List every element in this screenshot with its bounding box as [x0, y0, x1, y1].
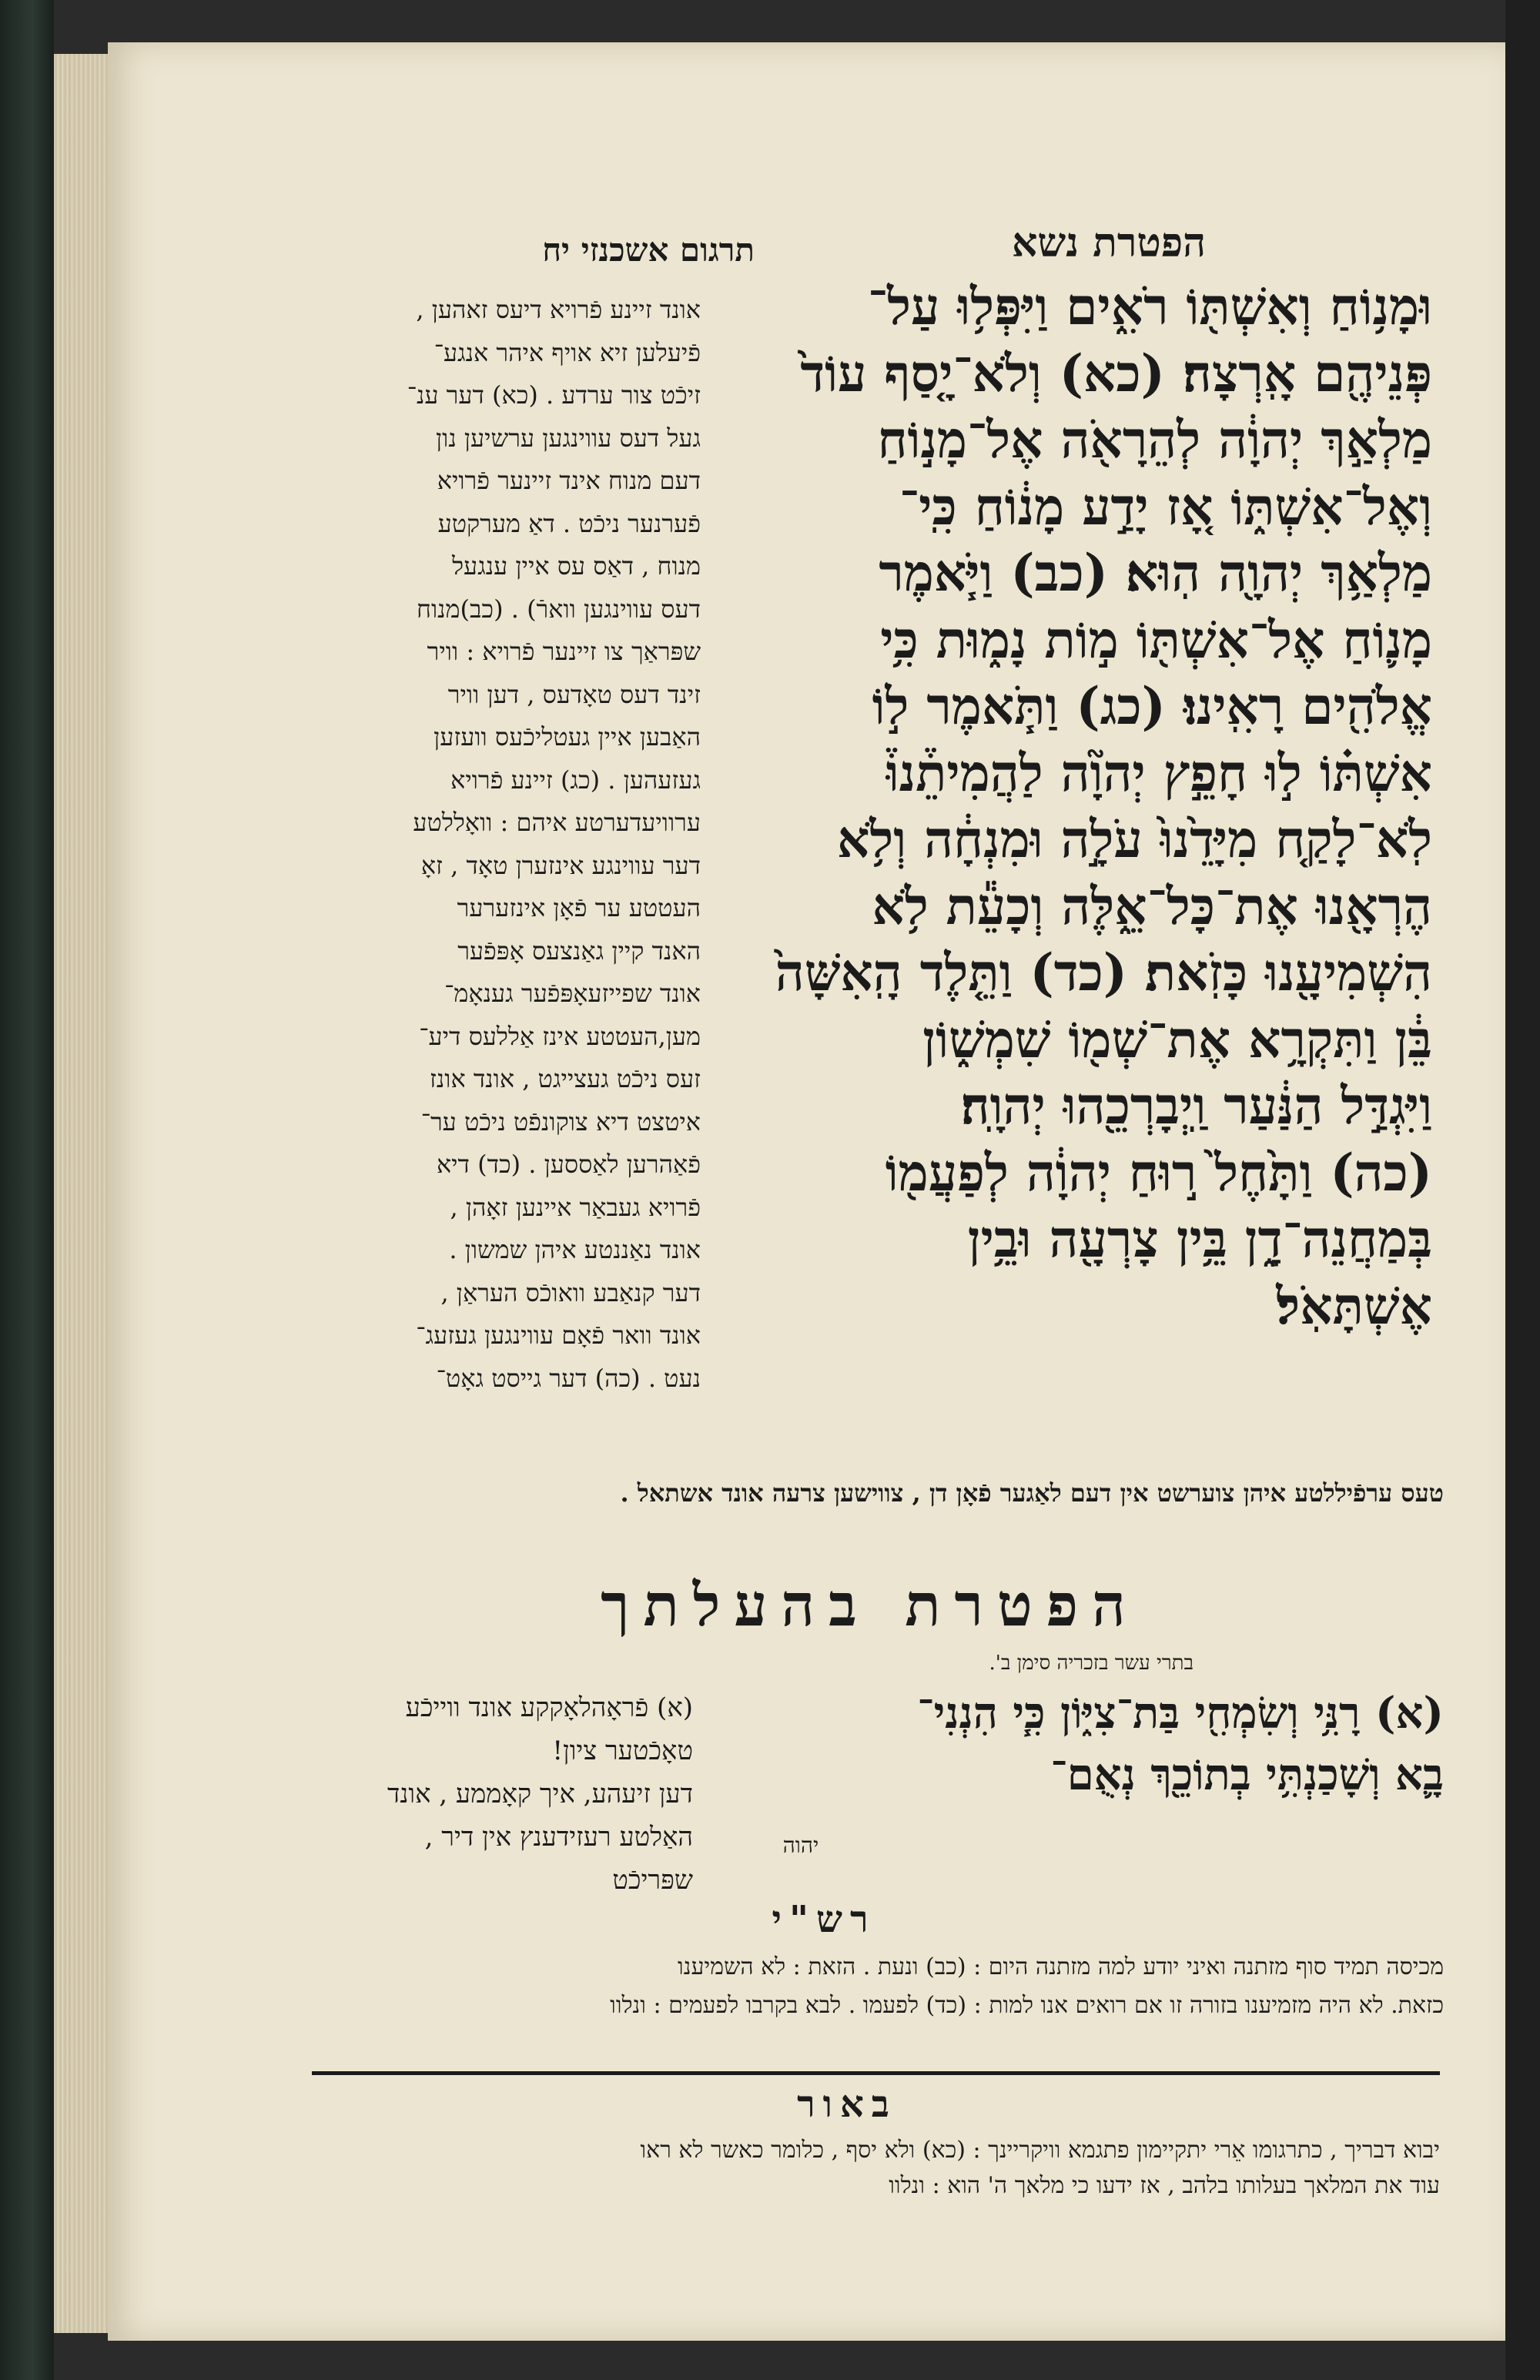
translation-line: אונד זיינע פֿרויא דיעס זאהען , — [416, 295, 701, 324]
beur-title: באור — [797, 2083, 897, 2126]
translation-line: טאָכֿטער ציון! — [552, 1736, 693, 1766]
translation-line: פֿערנער ניכֿט . דאַ מערקטע — [437, 508, 701, 538]
text-line: (א) רָנִּ֥י וְשִׂמְחִ֖י בַּת־צִיּ֑וֹן כִּ֧י הִנְנִי־ — [917, 1688, 1444, 1739]
translation-line: אונד וואר פֿאָם עווינגען געזעג־ — [416, 1321, 701, 1350]
translation-line: דעם מנוח אינד זיינער פֿרויא — [437, 466, 701, 495]
rashi-commentary — [308, 1948, 1444, 2064]
translation-line: דער עווינגע אינזערן טאָד , זאָ — [420, 850, 701, 880]
translation-line: ערוויעדערטע איהם : וואָללטע — [413, 808, 701, 837]
text-line: לֹֽא־לָקַ֤ח מִיָּדֵ֙נוּ֙ עֹלָ֣ה וּמִנְחָ֔ה וְלֹ֥א — [836, 809, 1432, 869]
text-line: וּמָנ֥וֹחַ וְאִשְׁתּ֖וֹ רֹאִ֑ים וַיִּפְּל֥וּ עַל־ — [867, 276, 1432, 336]
translation-line: שפּראַך צו זיינער פֿרויא : וויר — [427, 637, 701, 666]
haftarah-hebrew-text — [716, 1682, 1444, 1821]
text-line: הֶרְאָ֖נוּ אֶת־כָּל־אֵ֑לֶּה וְכָעֵ֕ת לֹ֥א — [872, 875, 1432, 936]
translation-line: מען,העטטע אינז אַללעס דיע־ — [419, 1021, 701, 1051]
translation-line: פֿיעלען זיא אויף איהר אנגע־ — [434, 337, 701, 367]
translation-line: זעס ניכֿט געצייגט , אונד אונז — [429, 1064, 701, 1093]
text-line: מַלְאַ֥ךְ יְהוָ֖ה הֽוּא׃ (כב) וַיֹּ֧אמֶר — [879, 543, 1432, 603]
translation-line: געזעהען . (כג) זיינע פֿרויא — [450, 765, 701, 795]
text-line: בֵּ֔ן וַתִּקְרָ֥א אֶת־שְׁמ֖וֹ שִׁמְשׁ֑וֹן — [922, 1009, 1432, 1069]
translation-line: האנד קיין גאַנצעס אָפּפֿער — [457, 936, 701, 966]
page-edges — [54, 54, 108, 2333]
translation-line: פֿאַהרען לאַססען . (כד) דיא — [436, 1150, 701, 1179]
text-line: (כה) וַתָּ֙חֶל֙ ר֣וּחַ יְהוָ֔ה לְפַעֲמ֖וֹ — [885, 1142, 1432, 1203]
commentary-line: עוד את המלאך בעלותו בלהב , אז ידעו כי מלאך ה' הוא : ונלוו — [889, 2172, 1440, 2199]
translation-footer-line: טעס ערפֿיללטע איהן צוערשט אין דעם לאַגער פֿאָן דן , צווישען צרעה אונד אשתאל . — [620, 1478, 1444, 1508]
commentary-line: מכיסה תמיד סוף מזתנה ואיני יודע למה מזתנה היום : (כב) ונעת . הזאת : לא השמיענו — [678, 1953, 1444, 1980]
translation-line: (א) פֿראָהלאָקקע אונד ווייכֿע — [405, 1692, 693, 1723]
text-line: אֶשְׁתָּאֹֽל׃ — [1276, 1275, 1432, 1336]
text-line: בְּמַחֲנֵה־דָ֑ן בֵּ֥ין צָרְעָ֖ה וּבֵ֥ין — [967, 1209, 1432, 1269]
translation-line: שפּריכֿט — [612, 1865, 693, 1896]
text-line: אֱלֹהִ֖ים רָאִֽינוּ׃ (כג) וַתֹּ֧אמֶר ל֣וֹ — [872, 676, 1432, 736]
text-line: אִשְׁתּ֗וֹ ל֣וּ חָפֵ֣ץ יְהוָ֘ה לַהֲמִיתֵ֒נוּ֒ — [886, 742, 1432, 803]
translation-line: האַלטע רעזידענץ אין דיר , — [424, 1822, 693, 1853]
background-right — [1505, 0, 1540, 2380]
translation-line: אונד שפייזעאָפּפֿער גענאָמ־ — [444, 979, 701, 1008]
translation-column — [285, 289, 701, 1513]
text-line: בָ֛א וְשָׁכַנְתִּ֥י בְתוֹכֵ֖ךְ נְאֻם־ — [1050, 1749, 1444, 1800]
translation-line: איטצט דיא צוקונפֿט ניכֿט ער־ — [420, 1106, 701, 1136]
book-binding — [0, 0, 54, 2380]
beur-commentary — [339, 2133, 1440, 2210]
text-line: הִשְׁמִיעָ֖נוּ כָּזֹֽאת׃ (כד) וַתֵּ֤לֶד הָֽאִשָּׁה֙ — [775, 942, 1432, 1003]
haftarah-naso-header: הפטרת נשא — [1011, 219, 1207, 266]
translation-line: דער קנאַבע וואוכֿס העראַן , — [440, 1277, 701, 1307]
commentary-line: כזאת. לא היה מזמיענו בזורה זו אם רואים אנו למות : (כד) לפעמו . לבא בקרבו לפעמים : ונלוו — [610, 1992, 1444, 2019]
commentary-line: יבוא דבריך , כתרגומו אֵרי יתקיימון פתגמא וויקריינך : (כא) ולא יסף , כלומר כאשר לא ראו — [640, 2137, 1440, 2164]
divine-name-tag: יהוה — [782, 1833, 819, 1858]
text-line: מַלְאַ֣ךְ יְהוָ֔ה לְהֵרָאֹ֖ה אֶל־מָנ֣וֹחַ — [877, 410, 1432, 470]
translation-line: נעט . (כה) דער גייסט גאָט־ — [436, 1363, 701, 1393]
text-line: פְּנֵיהֶ֖ם אָֽרְצָה׃ (כא) וְלֹא־יָ֤סַף עוֹד֙ — [800, 343, 1432, 403]
translation-line: האַבען איין געטליכֿעס וועזען — [434, 722, 701, 751]
haftarah-subtitle: בתרי עשר בזכריה סימן ב'. — [989, 1652, 1194, 1675]
translation-line: פֿרויא געבאַר איינען זאָהן , — [450, 1192, 701, 1222]
translation-line: מנוח , דאַס עס איין ענגעל — [452, 551, 701, 581]
text-line: וַיִּגְדַּ֣ל הַנַּ֔עַר וַֽיְבָרְכֵ֖הוּ יְהוָֽה׃ — [960, 1076, 1432, 1136]
translation-line: דעס עווינגען ווארֿ) . (כב)מנוח — [417, 594, 701, 624]
haftarah-behaalotecha-title: הפטרת בהעלתך — [601, 1571, 1140, 1639]
translation-line: אונד נאַננטע איהן שמשון . — [449, 1235, 701, 1264]
translation-header: תרגום אשכנזי יח — [542, 231, 755, 269]
translation-line: זיכֿט צור ערדע . (כא) דער ענ־ — [407, 380, 701, 410]
rashi-title: רש"י — [772, 1898, 876, 1941]
text-line: וְאֶל־אִשְׁתּ֑וֹ אָ֚ז יָדַ֣ע מָנ֔וֹחַ כִּֽי־ — [899, 476, 1432, 537]
translation-line: זינד דעס טאָדעס , דען וויר — [447, 679, 701, 709]
haftarah-translation — [308, 1686, 693, 1917]
translation-line: געל דעס עווינגען ערשיען נון — [435, 423, 701, 453]
text-line: מָנ֛וֹחַ אֶל־אִשְׁתּ֖וֹ מ֣וֹת נָמ֑וּת כִּ֥י — [880, 609, 1432, 670]
section-divider — [312, 2071, 1440, 2075]
translation-line: דען זיעהע, איך קאָממע , אונד — [387, 1779, 693, 1809]
translation-line: העטטע ער פֿאָן אינזערער — [457, 893, 701, 922]
main-hebrew-text — [728, 273, 1432, 1444]
